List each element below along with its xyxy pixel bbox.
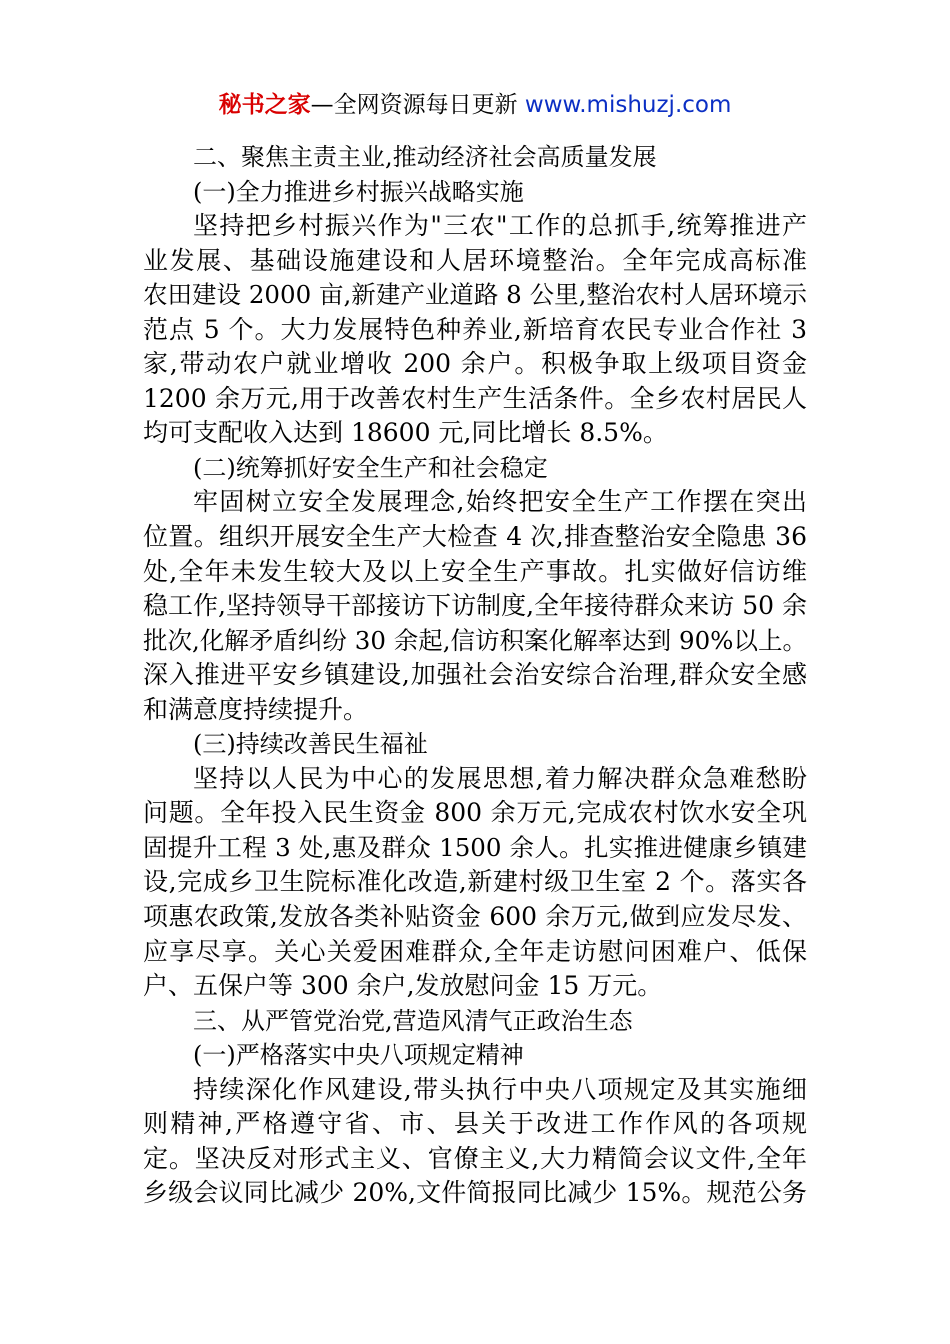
paragraph-line: 问题。全年投入民生资金 800 余万元,完成农村饮水安全巩 (143, 798, 807, 828)
paragraph-line: 牢固树立安全发展理念,始终把安全生产工作摆在突出 (193, 487, 807, 517)
paragraph-line: 处,全年未发生较大及以上安全生产事故。扎实做好信访维 (143, 556, 807, 586)
paragraph-line: 稳工作,坚持领导干部接访下访制度,全年接待群众来访 50 余 (143, 591, 807, 621)
paragraph-line: 应享尽享。关心关爱困难群众,全年走访慰问困难户、低保 (143, 936, 807, 966)
paragraph-line: 批次,化解矛盾纠纷 30 余起,信访积案化解率达到 90%以上。 (143, 625, 807, 655)
paragraph-line: 设,完成乡卫生院标准化改造,新建村级卫生室 2 个。落实各 (143, 867, 807, 897)
paragraph-line: 农田建设 2000 亩,新建产业道路 8 公里,整治农村人居环境示 (143, 280, 807, 310)
section-heading: 三、从严管党治党,营造风清气正政治生态 (193, 1006, 633, 1035)
paragraph-line: 固提升工程 3 处,惠及群众 1500 余人。扎实推进健康乡镇建 (143, 832, 807, 862)
section-heading: (三)持续改善民生福祉 (193, 730, 428, 759)
paragraph-line: 位置。组织开展安全生产大检查 4 次,排查整治安全隐患 36 (143, 522, 807, 552)
document-body (143, 140, 807, 1211)
brand-name: 秘书之家 (218, 92, 311, 118)
paragraph-line: 业发展、基础设施建设和人居环境整治。全年完成高标准 (143, 245, 807, 275)
paragraph-line: 坚持把乡村振兴作为"三农"工作的总抓手,统筹推进产 (193, 211, 807, 241)
paragraph-line: 1200 余万元,用于改善农村生产生活条件。全乡农村居民人 (143, 383, 807, 413)
section-heading: (二)统筹抓好安全生产和社会稳定 (193, 453, 548, 482)
section-heading: (一)全力推进乡村振兴战略实施 (193, 177, 524, 206)
paragraph-line: 项惠农政策,发放各类补贴资金 600 余万元,做到应发尽发、 (143, 902, 807, 932)
paragraph-line: 持续深化作风建设,带头执行中央八项规定及其实施细 (193, 1074, 807, 1104)
paragraph-line: 和满意度持续提升。 (143, 694, 369, 724)
paragraph-line: 户、五保户等 300 余户,发放慰问金 15 万元。 (143, 971, 663, 1001)
paragraph-line: 均可支配收入达到 18600 元,同比增长 8.5%。 (143, 418, 668, 448)
section-heading: (一)严格落实中央八项规定精神 (193, 1041, 524, 1070)
header-tagline: —全网资源每日更新 (310, 92, 518, 118)
site-url-link[interactable]: www.mishuzj.com (524, 92, 732, 118)
paragraph-line: 则精神,严格遵守省、市、县关于改进工作作风的各项规 (143, 1109, 807, 1139)
paragraph-line: 定。坚决反对形式主义、官僚主义,大力精简会议文件,全年 (143, 1143, 807, 1173)
section-heading: 二、聚焦主责主业,推动经济社会高质量发展 (193, 143, 657, 171)
paragraph-line: 家,带动农户就业增收 200 余户。积极争取上级项目资金 (143, 349, 807, 379)
paragraph-line: 深入推进平安乡镇建设,加强社会治安综合治理,群众安全感 (143, 660, 807, 690)
paragraph-line: 坚持以人民为中心的发展思想,着力解决群众急难愁盼 (193, 763, 807, 793)
site-header (0, 88, 950, 122)
paragraph-line: 范点 5 个。大力发展特色种养业,新培育农民专业合作社 3 (143, 314, 807, 344)
paragraph-line: 乡级会议同比减少 20%,文件简报同比减少 15%。规范公务 (143, 1178, 807, 1208)
